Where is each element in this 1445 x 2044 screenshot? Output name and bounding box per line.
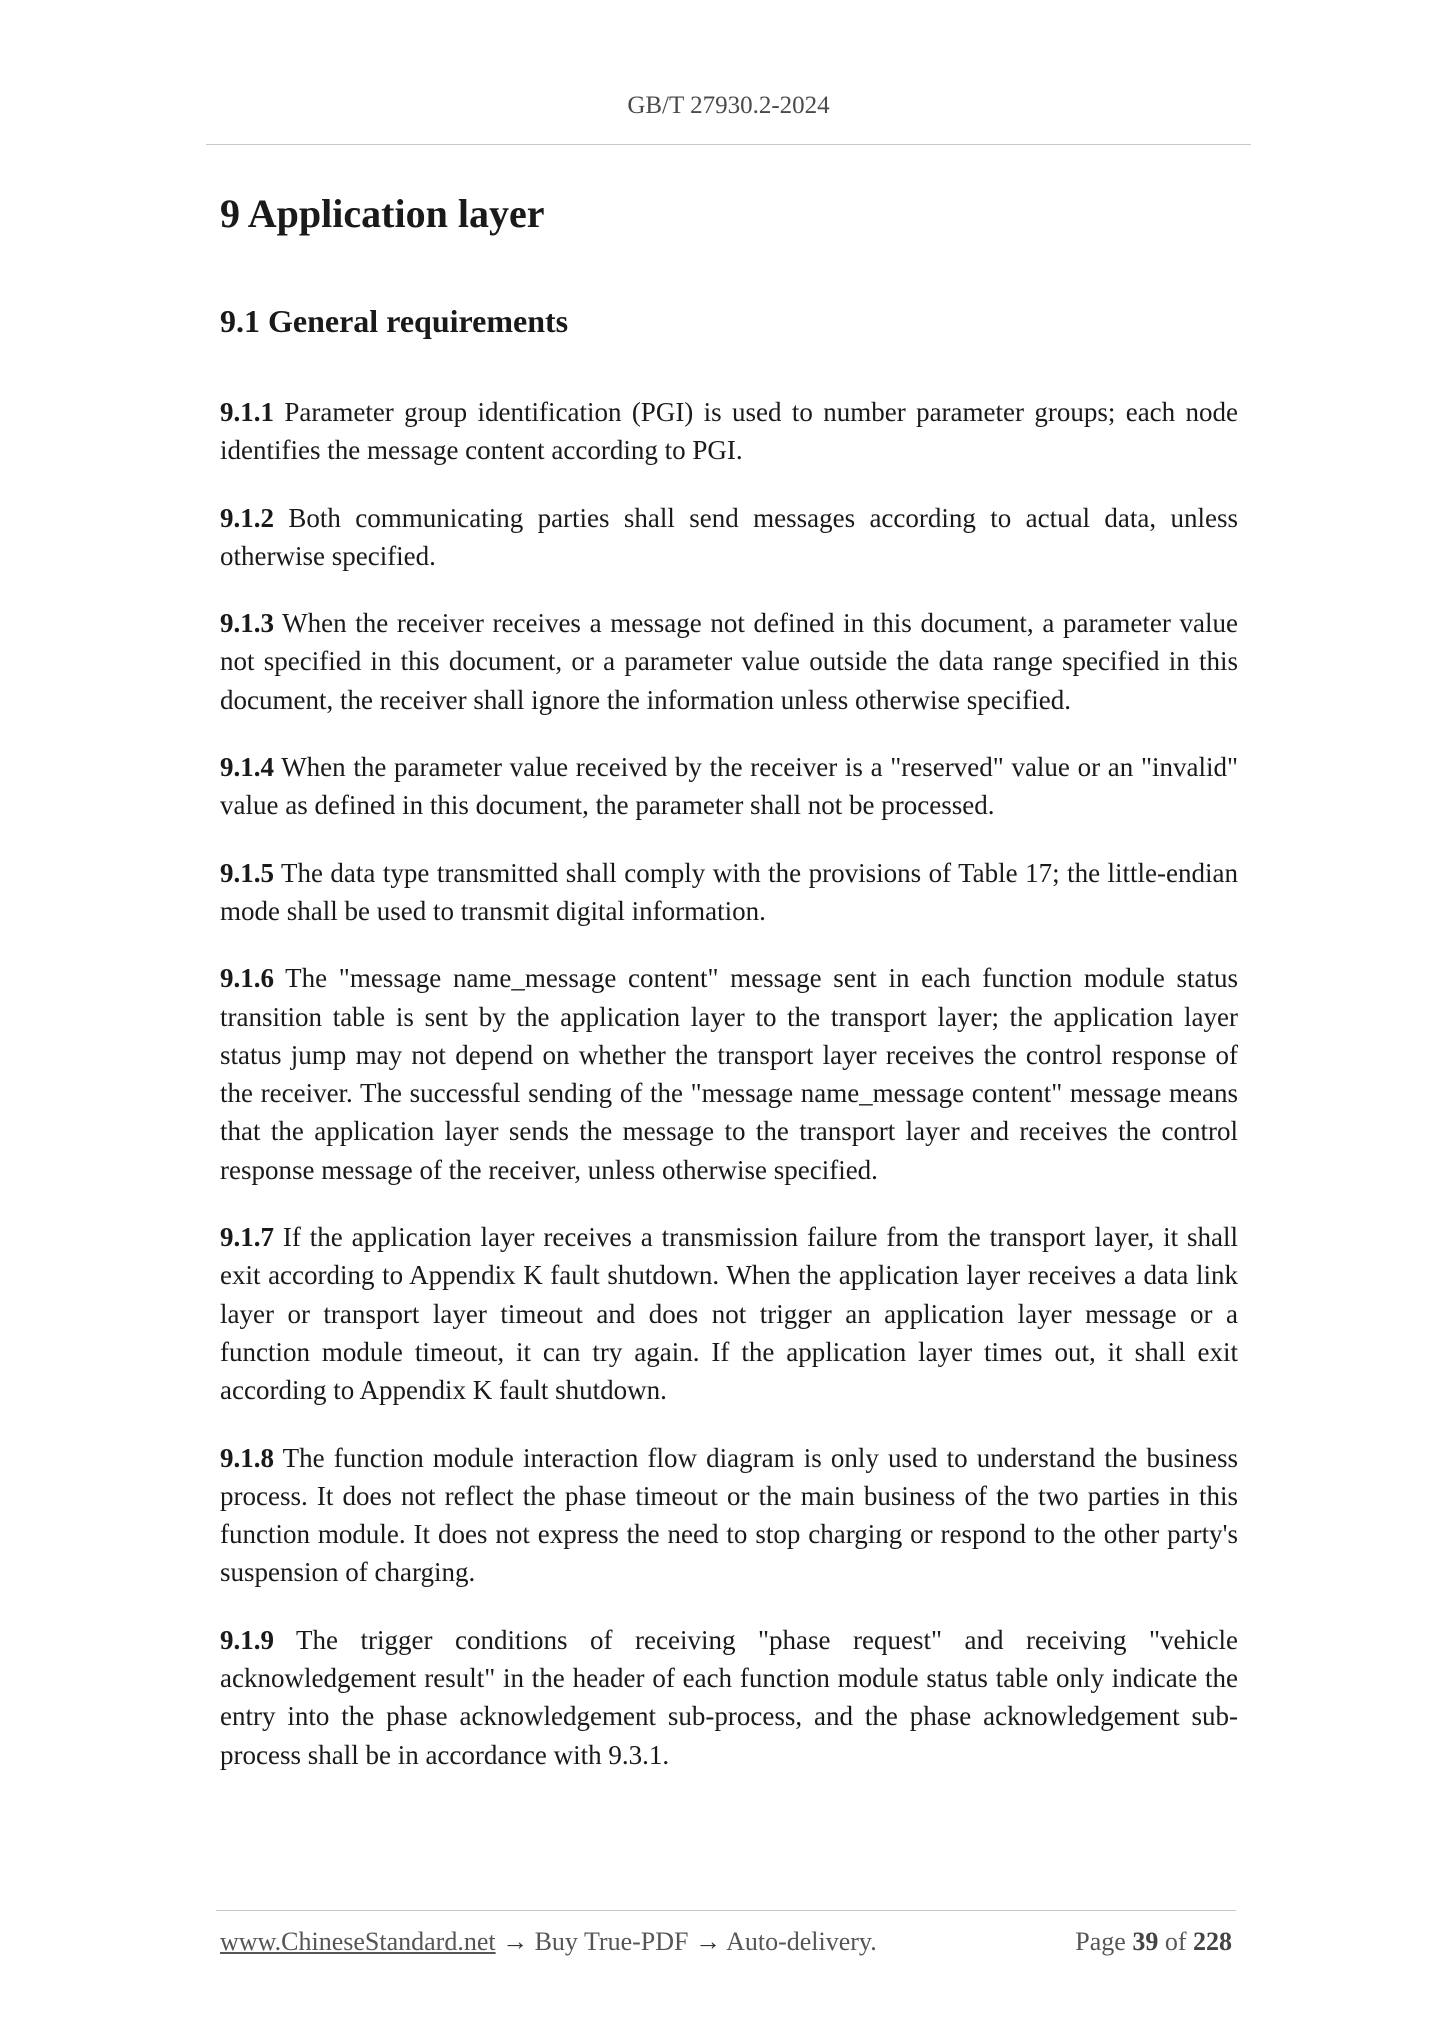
clause-number: 9.1.9 xyxy=(220,1624,274,1655)
footer-divider xyxy=(216,1910,1236,1911)
clause-number: 9.1.2 xyxy=(220,502,274,533)
clause-number: 9.1.5 xyxy=(220,857,274,888)
buy-label: Buy True-PDF xyxy=(534,1927,689,1956)
clause-9-1-9 xyxy=(220,1621,1238,1774)
site-link[interactable]: www.ChineseStandard.net xyxy=(220,1927,496,1956)
clause-9-1-2 xyxy=(220,499,1238,576)
footer-promo xyxy=(220,1927,877,1957)
delivery-label: Auto-delivery. xyxy=(726,1927,877,1956)
clause-text: Parameter group identification (PGI) is used to number parameter groups; each node identifies the message content according to PGI. xyxy=(220,397,1239,466)
section-title: 9 Application layer xyxy=(220,191,545,236)
page-current: 39 xyxy=(1132,1927,1159,1956)
clause-number: 9.1.6 xyxy=(220,963,274,994)
clause-text: When the parameter value received by the receiver is a "reserved" value or an "invalid" value as defined in this document, the parameter shall not be processed. xyxy=(220,752,1238,821)
clause-text: The trigger conditions of receiving "phase request" and receiving "vehicle acknowledgement result" in the header of each function module status table only indicate the entry into the phase acknowledgement sub-process, and the phase acknowledgement sub-process shall be in accordance with 9.3.1. xyxy=(220,1624,1238,1770)
clause-9-1-5 xyxy=(220,854,1238,931)
page-label: Page xyxy=(1075,1927,1126,1956)
clause-text: The "message name_message content" message sent in each function module status transition table is sent by the application layer to the transport layer; the application layer status jump may not depend on whether the transport layer receives the control response of the receiver. The successful sending of the "message name_message content" message means that the application layer sends the message to the transport layer and receives the control response message of the receiver, unless otherwise specified. xyxy=(220,963,1238,1185)
page-footer xyxy=(220,1927,1232,1957)
clause-text: When the receiver receives a message not defined in this document, a parameter value not specified in this document, or a parameter value outside the data range specified in this document, the receiver shall ignore the information unless otherwise specified. xyxy=(220,608,1239,715)
of-label: of xyxy=(1164,1927,1187,1956)
clause-9-1-4 xyxy=(220,748,1238,825)
clause-text: The data type transmitted shall comply with the provisions of Table 17; the little-endian mode shall be used to transmit digital information. xyxy=(220,857,1238,926)
clause-number: 9.1.7 xyxy=(220,1222,274,1253)
document-id-header: GB/T 27930.2-2024 xyxy=(627,92,830,119)
clause-text: Both communicating parties shall send messages according to actual data, unless otherwise specified. xyxy=(220,502,1239,571)
clause-number: 9.1.1 xyxy=(220,397,274,427)
clause-9-1-7 xyxy=(220,1218,1238,1409)
clause-number: 9.1.4 xyxy=(220,752,274,783)
clause-9-1-8 xyxy=(220,1439,1238,1592)
clause-9-1-3 xyxy=(220,604,1238,719)
clause-number: 9.1.8 xyxy=(220,1442,274,1473)
clause-number: 9.1.3 xyxy=(220,608,274,639)
clause-list xyxy=(220,393,1238,1803)
clause-9-1-6 xyxy=(220,959,1238,1189)
page-indicator xyxy=(1075,1927,1232,1957)
arrow-right-icon: → xyxy=(695,1927,721,1956)
subsection-title: 9.1 General requirements xyxy=(220,303,569,339)
header-divider xyxy=(206,144,1251,145)
arrow-right-icon: → xyxy=(502,1927,529,1956)
clause-9-1-1 xyxy=(220,393,1238,470)
page-total: 228 xyxy=(1193,1927,1232,1956)
clause-text: The function module interaction flow diagram is only used to understand the business process. It does not reflect the phase timeout or the main business of the two parties in this function module. It does not express the need to stop charging or respond to the other party's suspension of charging. xyxy=(220,1442,1239,1588)
clause-text: If the application layer receives a transmission failure from the transport layer, it shall exit according to Appendix K fault shutdown. When the application layer receives a data link layer or transport layer timeout and does not trigger an application layer message or a function module timeout, it can try again. If the application layer times out, it shall exit according to Appendix K fault shutdown. xyxy=(220,1222,1238,1406)
